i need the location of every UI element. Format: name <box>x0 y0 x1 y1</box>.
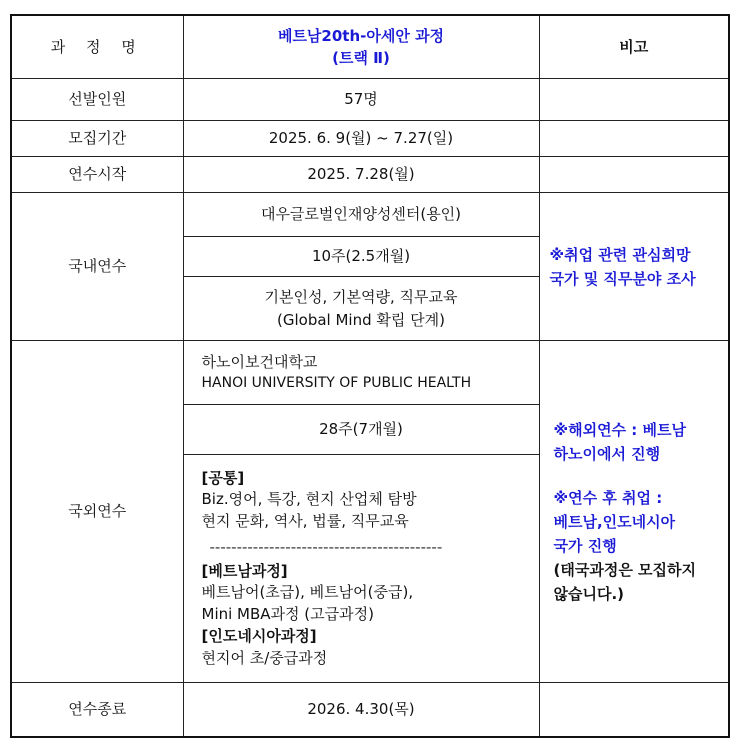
header-remarks: 비고 <box>539 15 729 79</box>
header-row <box>11 15 729 79</box>
overseas-note: ※해외연수 : 베트남 하노이에서 진행 ※연수 후 취업 : 베트남,인도네시아 국가 진행 (태국과정은 모집하지 않습니다.) <box>539 341 729 683</box>
row-start <box>11 157 729 193</box>
row-recruit <box>11 121 729 157</box>
row-end <box>11 683 729 737</box>
remark-end <box>539 683 729 737</box>
row-selection <box>11 79 729 121</box>
domestic-duration: 10주(2.5개월) <box>183 237 539 277</box>
program-table <box>10 14 730 738</box>
curriculum-divider: ------------------------------------------- <box>209 537 443 556</box>
overseas-curriculum: [공통] Biz.영어, 특강, 현지 산업체 탐방 현지 문화, 역사, 법률, 직무교육 ------------------------------------------- [베트남과정] 베트남어(초급), 베트남어(중급), Mini MBA과정 (고급과정) [인도네시아과정] 현지어 초/중급과정 <box>183 455 539 683</box>
remark-selection <box>539 79 729 121</box>
label-end: 연수종료 <box>11 683 183 737</box>
overseas-university: 하노이보건대학교 HANOI UNIVERSITY OF PUBLIC HEALTH <box>183 341 539 405</box>
value-end: 2026. 4.30(목) <box>183 683 539 737</box>
overseas-duration: 28주(7개월) <box>183 405 539 455</box>
label-selection: 선발인원 <box>11 79 183 121</box>
value-selection: 57명 <box>183 79 539 121</box>
domestic-content: 기본인성, 기본역량, 직무교육 (Global Mind 확립 단계) <box>183 277 539 341</box>
label-domestic: 국내연수 <box>11 193 183 341</box>
value-start: 2025. 7.28(월) <box>183 157 539 193</box>
value-recruit: 2025. 6. 9(월) ~ 7.27(일) <box>183 121 539 157</box>
header-program: 베트남20th-아세안 과정 (트랙 Ⅱ) <box>183 15 539 79</box>
remark-start <box>539 157 729 193</box>
header-course-name: 과 정 명 <box>11 15 183 79</box>
label-overseas: 국외연수 <box>11 341 183 683</box>
row-overseas-univ <box>11 341 729 405</box>
row-domestic-place <box>11 193 729 237</box>
domestic-place: 대우글로벌인재양성센터(용인) <box>183 193 539 237</box>
label-recruit: 모집기간 <box>11 121 183 157</box>
domestic-note: ※취업 관련 관심희망 국가 및 직무분야 조사 <box>539 193 729 341</box>
remark-recruit <box>539 121 729 157</box>
label-start: 연수시작 <box>11 157 183 193</box>
